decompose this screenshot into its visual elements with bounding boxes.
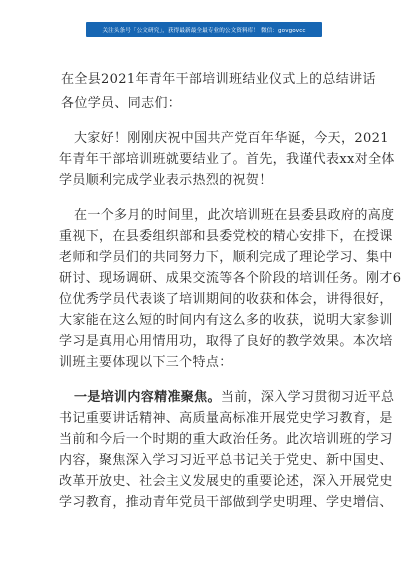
- paragraph-1-line-1: 大家好！刚刚庆祝中国共产党百年华诞，今天，2021: [74, 131, 389, 146]
- paragraph-3-line-2: 书记重要讲话精神、高质量高标准开展党史学习教育，是: [59, 411, 393, 426]
- key-point-heading: 一是培训内容精准聚焦。: [74, 390, 221, 405]
- paragraph-2-line-3: 老师和学员们的共同努力下，顺利完成了理论学习、集中: [59, 250, 393, 265]
- paragraph-2-line-2: 重视下，在县委组织部和县委党校的精心安排下，在授课: [59, 229, 393, 244]
- promo-banner[interactable]: [86, 22, 322, 37]
- paragraph-2-line-1: 在一个多月的时间里，此次培训班在县委县政府的高度: [74, 208, 395, 223]
- promo-banner-text: 关注头条号「公文研究」，获得最新最全最专业的公文资料库！ 微信：govgovcc: [102, 27, 306, 34]
- paragraph-3-line-5: 改革开放史、社会主义发展史的重要论述，深入开展党史: [59, 474, 393, 489]
- paragraph-1-line-3: 学员顺利完成学业表示热烈的祝贺！: [59, 173, 273, 188]
- document-title: 在全县2021年青年干部培训班结业仪式上的总结讲话: [61, 72, 376, 87]
- salutation: 各位学员、同志们：: [61, 96, 182, 111]
- paragraph-2-line-8: 训班主要体现以下三个特点：: [59, 355, 233, 370]
- paragraph-3-line-3: 当前和今后一个时期的重大政治任务。此次培训班的学习: [59, 432, 393, 447]
- paragraph-3-line-1-rest: 当前，深入学习贯彻习近平总: [220, 390, 395, 405]
- paragraph-2-line-4: 研讨、现场调研、成果交流等各个阶段的培训任务。刚才6: [59, 271, 402, 286]
- paragraph-2-line-6: 大家能在这么短的时间内有这么多的收获，说明大家参训: [59, 313, 393, 328]
- paragraph-3-line-4: 内容，聚焦深入学习习近平总书记关于党史、新中国史、: [59, 453, 393, 468]
- paragraph-3-line-6: 学习教育，推动青年党员干部做到学史明理、学史增信、: [59, 495, 393, 510]
- paragraph-3-line-1: [74, 390, 395, 406]
- paragraph-2-line-5: 位优秀学员代表谈了培训期间的收获和体会，讲得很好，: [59, 292, 393, 307]
- paragraph-1-line-2: 年青年干部培训班就要结业了。首先，我谨代表xx对全体: [59, 152, 395, 167]
- paragraph-2-line-7: 学习是真用心用情用功，取得了良好的教学效果。本次培: [59, 334, 393, 349]
